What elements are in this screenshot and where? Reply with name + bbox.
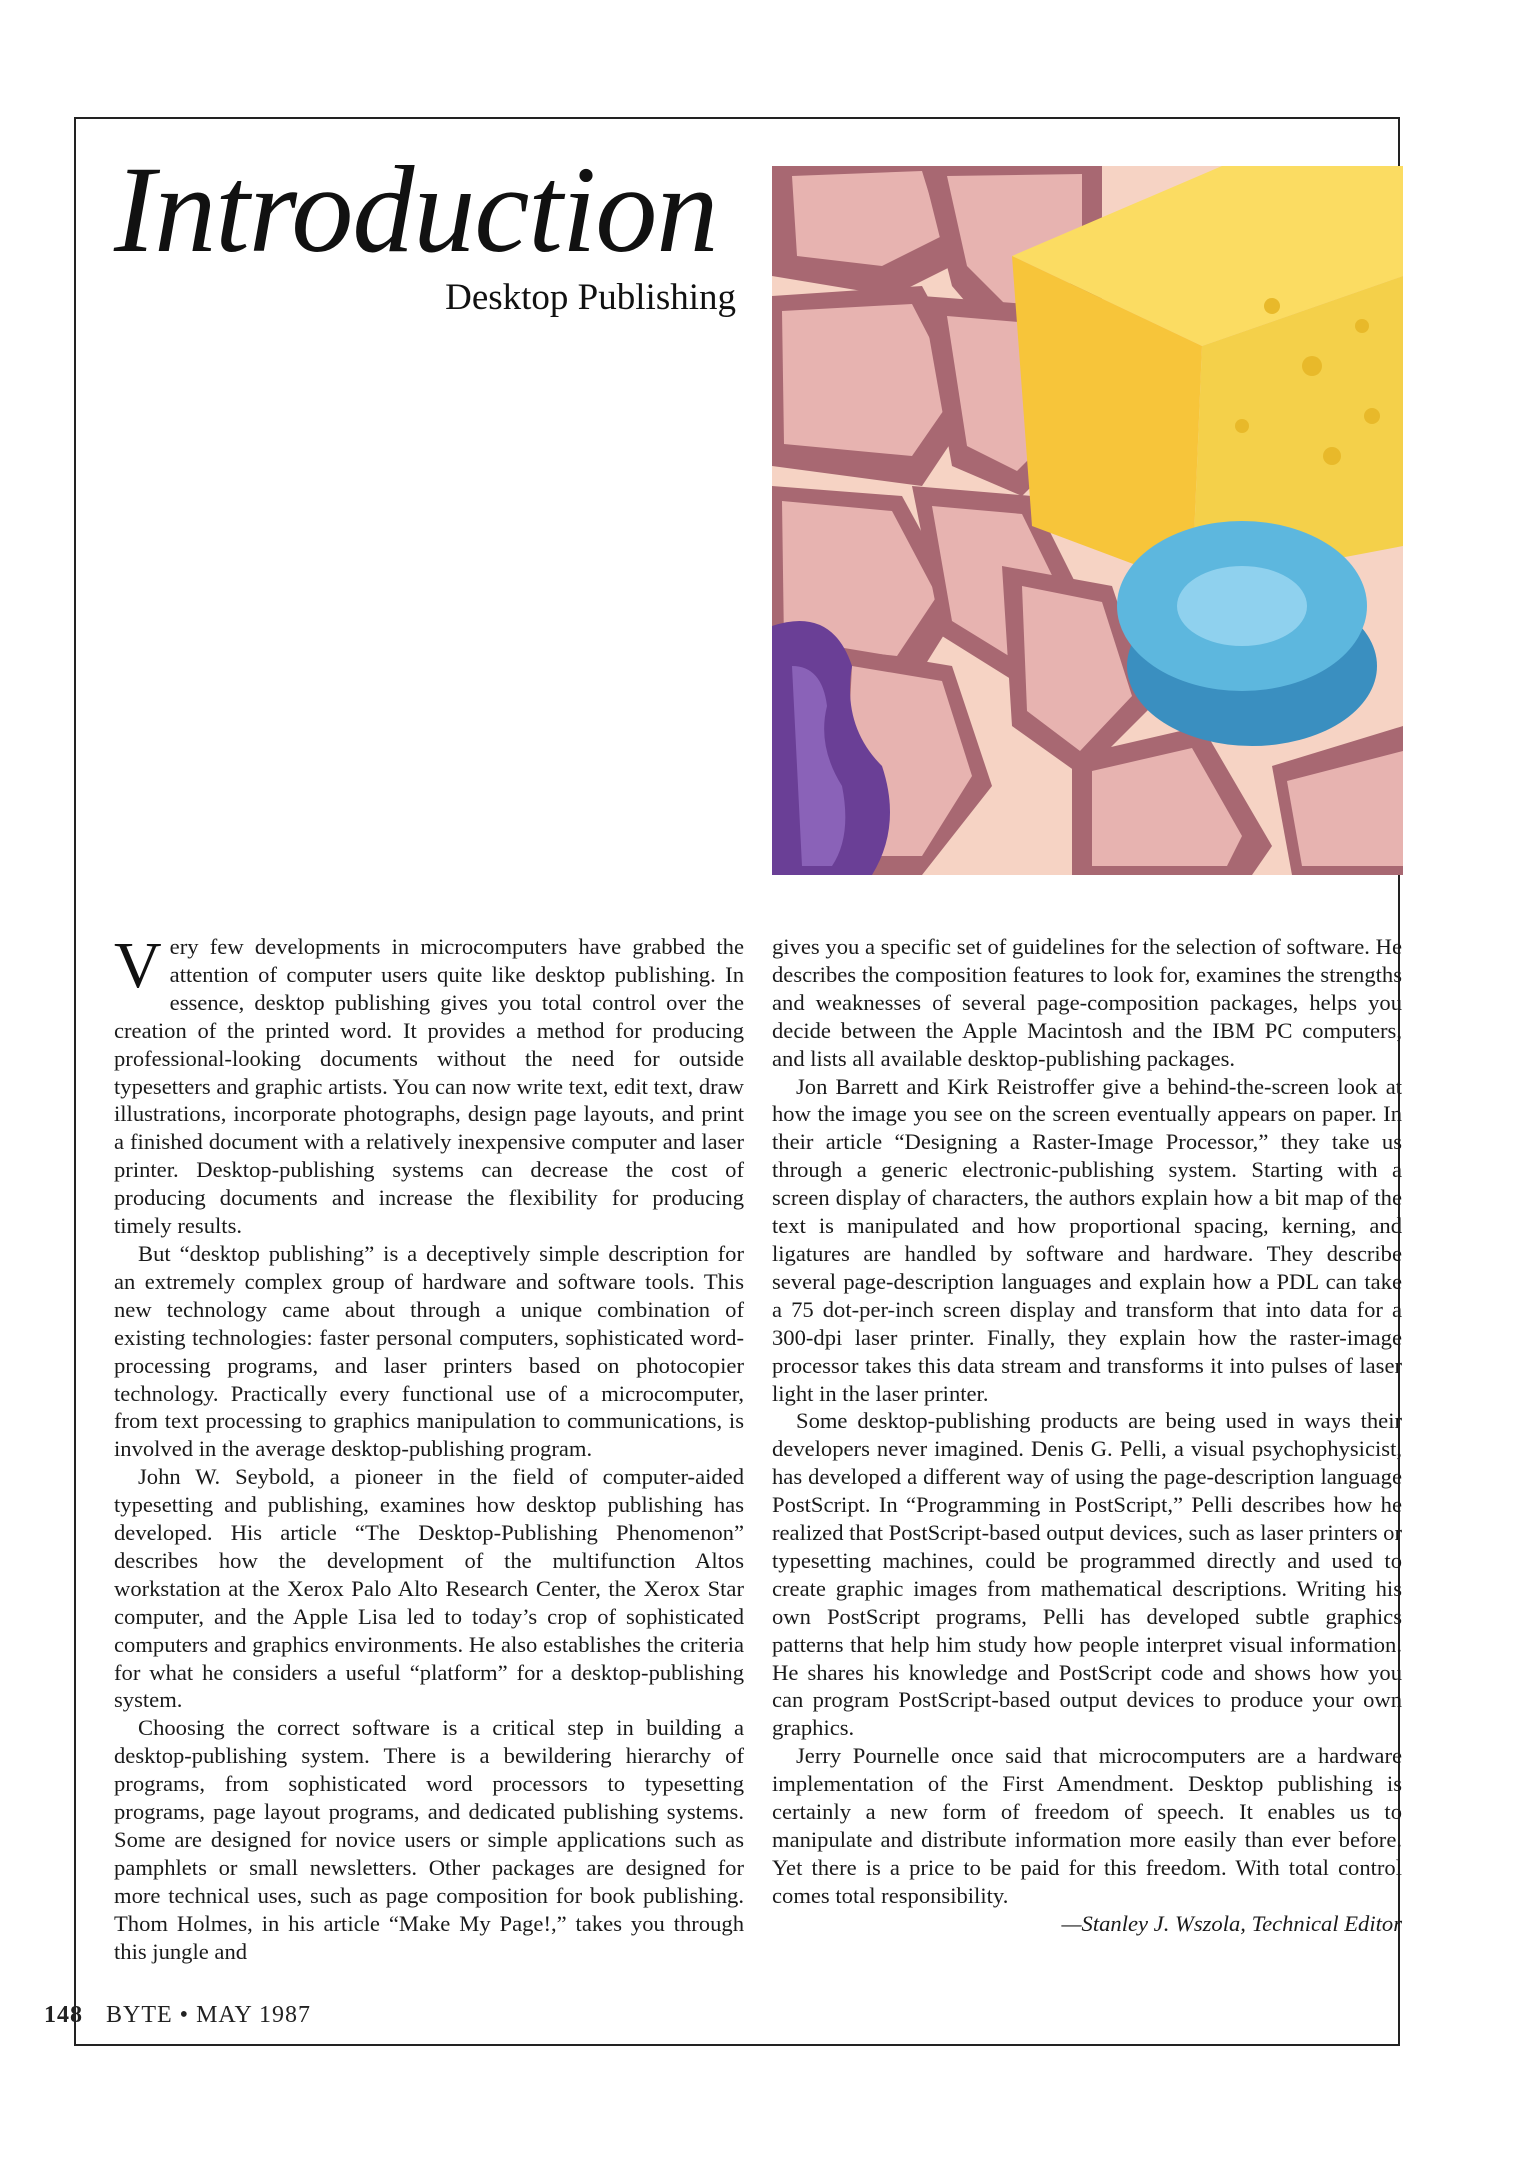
article-paragraph: John W. Seybold, a pioneer in the field of computer-aided typesetting and publishing, examines how desktop publishing has developed. His article “The Desktop-Publishing Phenomenon” describes how the development of the multifunction Altos workstation at the Xerox Palo Alto Research Center, the Xerox Star computer, and the Apple Lisa led to today’s crop of sophisticated computers and graphics environments. He also establishes the criteria for what he considers a useful “platform” for a desktop-publishing system.: [114, 1464, 744, 1713]
article-paragraph: gives you a specific set of guidelines for the selection of software. He describes the composition features to look for, examines the strengths and weaknesses of several page-composition packages, helps you decide between the Apple Macintosh and the IBM PC computers, and lists all available desktop-publishing packages.: [772, 934, 1402, 1071]
page-title: Introduction: [114, 141, 718, 278]
drop-cap: V: [114, 929, 162, 1002]
paragraph-text: ery few developments in microcomputers have grabbed the attention of computer users quite like desktop publishing. In essence, desktop publishing gives you total control over the creation of the printed word. It provides a method for producing professional-looking documents without the need for outside typesetters and graphic artists. You can now write text, edit text, draw illustrations, incorporate photographs, design page layouts, and print a finished document with a relatively inexpensive computer and laser printer. Desktop-publishing systems can decrease the cost of producing documents and increase the flexibility for producing timely results.: [114, 934, 744, 1239]
page-number: 148: [44, 2002, 83, 2028]
blue-cap: [1117, 521, 1377, 746]
footer-separator: •: [179, 2002, 190, 2028]
issue-date: MAY 1987: [196, 2002, 311, 2028]
magazine-name: BYTE: [106, 2002, 173, 2028]
article-paragraph: Choosing the correct software is a critical step in building a desktop-publishing system. There is a bewildering hierarchy of programs, from sophisticated word processors to typesetting programs, page layout programs, and dedicated publishing systems. Some are designed for novice users or simple applications such as pamphlets or small newsletters. Other packages are designed for more technical uses, such as page composition for book publishing. Thom Holmes, in his article “Make My Page!,” takes you through this jungle and: [114, 1715, 744, 1964]
page-footer: [44, 2002, 311, 2029]
author-signature: —Stanley J. Wszola, Technical Editor: [1061, 1910, 1402, 1936]
article-paragraph: But “desktop publishing” is a deceptively simple description for an extremely complex group of hardware and software tools. This new technology came about through a unique combination of existing technologies: faster personal computers, sophisticated word-processing programs, and laser printers based on photocopier technology. Practically every functional use of a microcomputer, from text processing to graphics manipulation to communications, is involved in the average desktop-publishing program.: [114, 1240, 744, 1462]
illustration-keycaps: [772, 166, 1403, 875]
page-subtitle: Desktop Publishing: [445, 277, 736, 318]
article-paragraph: Jerry Pournelle once said that microcomputers are a hardware implementation of the First Amendment. Desktop publishing is certainly a new form of freedom of speech. It enables us to manipulate and distribute information more easily than ever before. Yet there is a price to be paid for this freedom. With total control comes total responsibility.: [772, 1743, 1402, 1908]
article-paragraph: Some desktop-publishing products are being used in ways their developers never imagined. Denis G. Pelli, a visual psychophysicist, has developed a different way of using the page-description language PostScript. In “Programming in PostScript,” Pelli describes how he realized that PostScript-based output devices, such as laser printers or typesetting machines, could be programmed directly and used to create graphic images from mathematical descriptions. Writing his own PostScript programs, Pelli has developed subtle graphics patterns that help him study how people interpret visual information. He shares his knowledge and PostScript code and shows how you can program PostScript-based output devices to produce your own graphics.: [772, 1408, 1402, 1741]
article-paragraph: Jon Barrett and Kirk Reistroffer give a behind-the-screen look at how the image you see on the screen eventually appears on paper. In their article “Designing a Raster-Image Processor,” they take us through a generic electronic-publishing system. Starting with a screen display of characters, the authors explain how a bit map of the text is manipulated and how proportional spacing, kerning, and ligatures are handled by software and hardware. They describe several page-description languages and explain how a PDL can take a 75 dot-per-inch screen display and transform that into data for a 300-dpi laser printer. Finally, they explain how the raster-image processor takes this data stream and transforms it into pulses of laser light in the laser printer.: [772, 1073, 1402, 1406]
article-left-column: [114, 929, 744, 1966]
article-right-column: [772, 933, 1402, 1938]
article-paragraph: [114, 929, 744, 1240]
illustration-svg: [772, 166, 1403, 875]
